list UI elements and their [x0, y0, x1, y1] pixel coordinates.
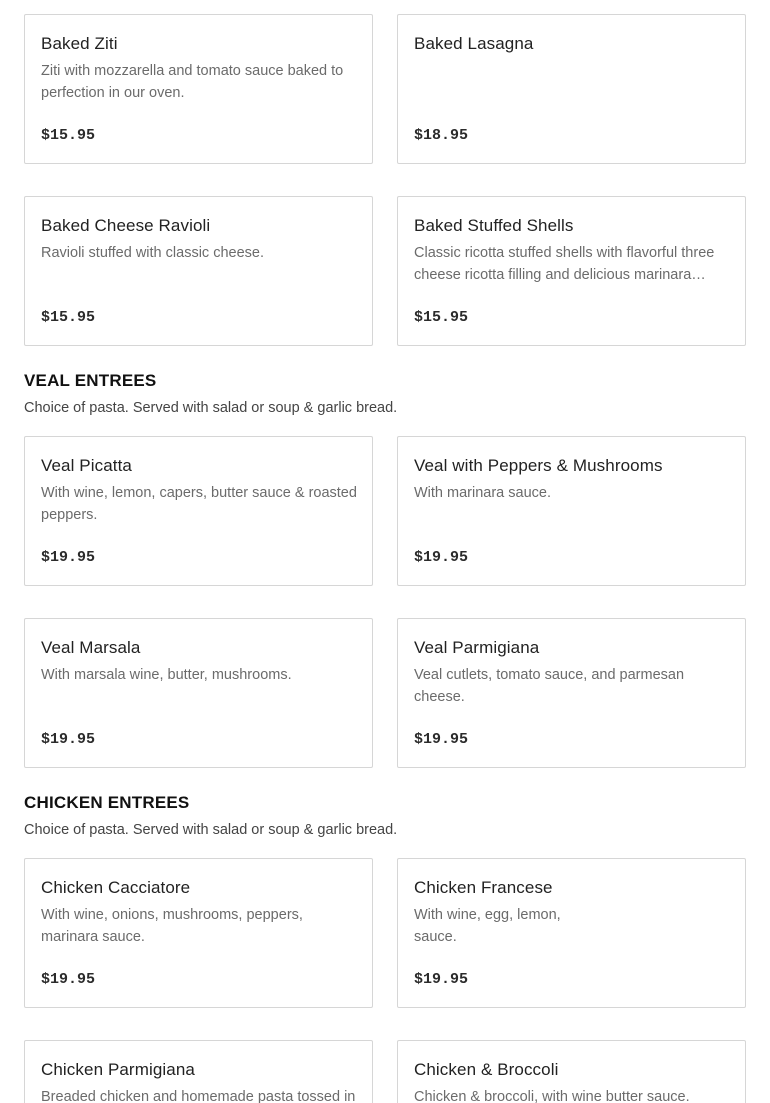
menu-item-card[interactable]	[24, 196, 373, 346]
section-title-veal: VEAL ENTREES	[24, 371, 157, 390]
menu-item-description: Classic ricotta stuffed shells with flavorful three cheese ricotta filling and delicious marinara…	[414, 245, 715, 283]
menu-item-description: With wine, lemon, capers, butter sauce & roasted peppers.	[41, 485, 357, 523]
menu-item-name: Chicken Parmigiana	[41, 1060, 195, 1079]
menu-item-price: $19.95	[41, 971, 96, 988]
menu-item-card[interactable]	[397, 14, 746, 164]
menu-item-name: Veal Picatta	[41, 456, 132, 475]
menu-item-price: $19.95	[414, 971, 469, 988]
menu-item-card[interactable]	[24, 858, 373, 1008]
menu-item-card[interactable]	[397, 436, 746, 586]
menu-item-name: Chicken & Broccoli	[414, 1060, 559, 1079]
menu-item-description: With wine, egg, lemon, sauce.	[414, 907, 561, 945]
menu-item-name: Chicken Francese	[414, 878, 553, 897]
menu-item-price: $19.95	[414, 549, 469, 566]
menu-item-description: Ziti with mozzarella and tomato sauce baked to perfection in our oven.	[41, 63, 344, 101]
menu-item-price: $18.95	[414, 127, 469, 144]
menu-item-name: Veal Marsala	[41, 638, 141, 657]
menu-item-description: Chicken & broccoli, with wine butter sauce.	[414, 1089, 690, 1103]
section-subtitle-veal: Choice of pasta. Served with salad or soup & garlic bread.	[24, 400, 398, 416]
menu-item-price: $19.95	[41, 731, 96, 748]
menu-item-name: Veal with Peppers & Mushrooms	[414, 456, 663, 475]
menu-item-price: $15.95	[41, 127, 96, 144]
menu-item-description: Breaded chicken and homemade pasta tossed in	[41, 1089, 356, 1103]
menu-item-price: $15.95	[41, 309, 96, 326]
menu-item-card[interactable]	[397, 618, 746, 768]
menu-item-name: Chicken Cacciatore	[41, 878, 191, 897]
menu-item-description: With wine, onions, mushrooms, peppers, marinara sauce.	[41, 907, 303, 945]
menu-item-name: Baked Ziti	[41, 34, 118, 53]
menu-item-description: With marsala wine, butter, mushrooms.	[41, 667, 292, 683]
section-subtitle-chicken: Choice of pasta. Served with salad or soup & garlic bread.	[24, 822, 398, 838]
menu-item-name: Baked Cheese Ravioli	[41, 216, 211, 235]
menu-item-name: Baked Lasagna	[414, 34, 534, 53]
menu-item-description: With marinara sauce.	[414, 485, 551, 501]
menu-item-card[interactable]	[24, 618, 373, 768]
menu-item-description: Ravioli stuffed with classic cheese.	[41, 245, 264, 261]
menu-item-card[interactable]	[24, 1040, 373, 1103]
menu-item-card[interactable]	[397, 196, 746, 346]
menu-item-card[interactable]	[24, 14, 373, 164]
menu-item-price: $19.95	[41, 549, 96, 566]
menu-item-card[interactable]	[397, 858, 746, 1008]
menu-item-price: $19.95	[414, 731, 469, 748]
menu-item-price: $15.95	[414, 309, 469, 326]
section-title-chicken: CHICKEN ENTREES	[24, 793, 190, 812]
menu-item-description: Veal cutlets, tomato sauce, and parmesan cheese.	[414, 667, 685, 705]
menu-item-card[interactable]	[397, 1040, 746, 1103]
menu-item-card[interactable]	[24, 436, 373, 586]
menu-item-name: Baked Stuffed Shells	[414, 216, 574, 235]
menu-item-name: Veal Parmigiana	[414, 638, 540, 657]
